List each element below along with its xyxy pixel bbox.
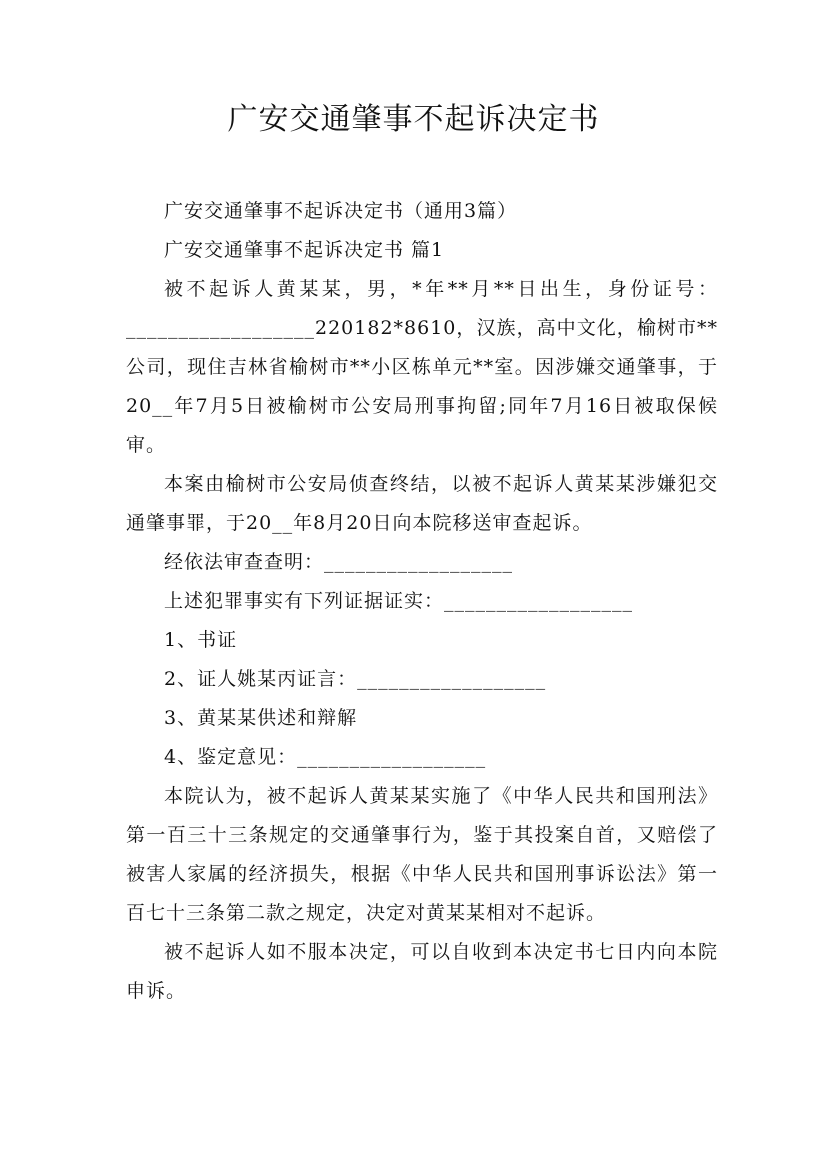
document-body bbox=[126, 192, 718, 1011]
document-title: 广安交通肇事不起诉决定书 bbox=[227, 102, 600, 137]
section-heading: 广安交通肇事不起诉决定书 篇1 bbox=[164, 239, 445, 261]
findings-paragraph: 经依法审查查明：__________________ bbox=[164, 551, 514, 573]
subtitle-paragraph: 广安交通肇事不起诉决定书（通用3篇） bbox=[164, 200, 518, 222]
evidence-item: 2、证人姚某丙证言：__________________ bbox=[164, 668, 547, 690]
defendant-info-paragraph: 被不起诉人黄某某，男，*年**月**日出生，身份证号：__________________220182*8610，汉族，高中文化，榆树市**公司，现住吉林省榆树市**小区栋单元**室。因涉嫌交通肇事，于20__年7月5日被榆树市公安局刑事拘留;同年7月16日被取保候审。 bbox=[126, 278, 718, 456]
evidence-item: 3、黄某某供述和辩解 bbox=[164, 707, 358, 729]
evidence-item: 1、书证 bbox=[164, 629, 238, 651]
decision-paragraph: 本院认为，被不起诉人黄某某实施了《中华人民共和国刑法》第一百三十三条规定的交通肇事行为，鉴于其投案自首，又赔偿了被害人家属的经济损失，根据《中华人民共和国刑事诉讼法》第一百七十三条第二款之规定，决定对黄某某相对不起诉。 bbox=[126, 785, 718, 924]
evidence-item: 4、鉴定意见：__________________ bbox=[164, 746, 487, 768]
case-transfer-paragraph: 本案由榆树市公安局侦查终结，以被不起诉人黄某某涉嫌犯交通肇事罪，于20__年8月20日向本院移送审查起诉。 bbox=[126, 473, 718, 534]
evidence-intro-paragraph: 上述犯罪事实有下列证据证实：__________________ bbox=[164, 590, 634, 612]
appeal-paragraph: 被不起诉人如不服本决定，可以自收到本决定书七日内向本院申诉。 bbox=[126, 941, 718, 1002]
